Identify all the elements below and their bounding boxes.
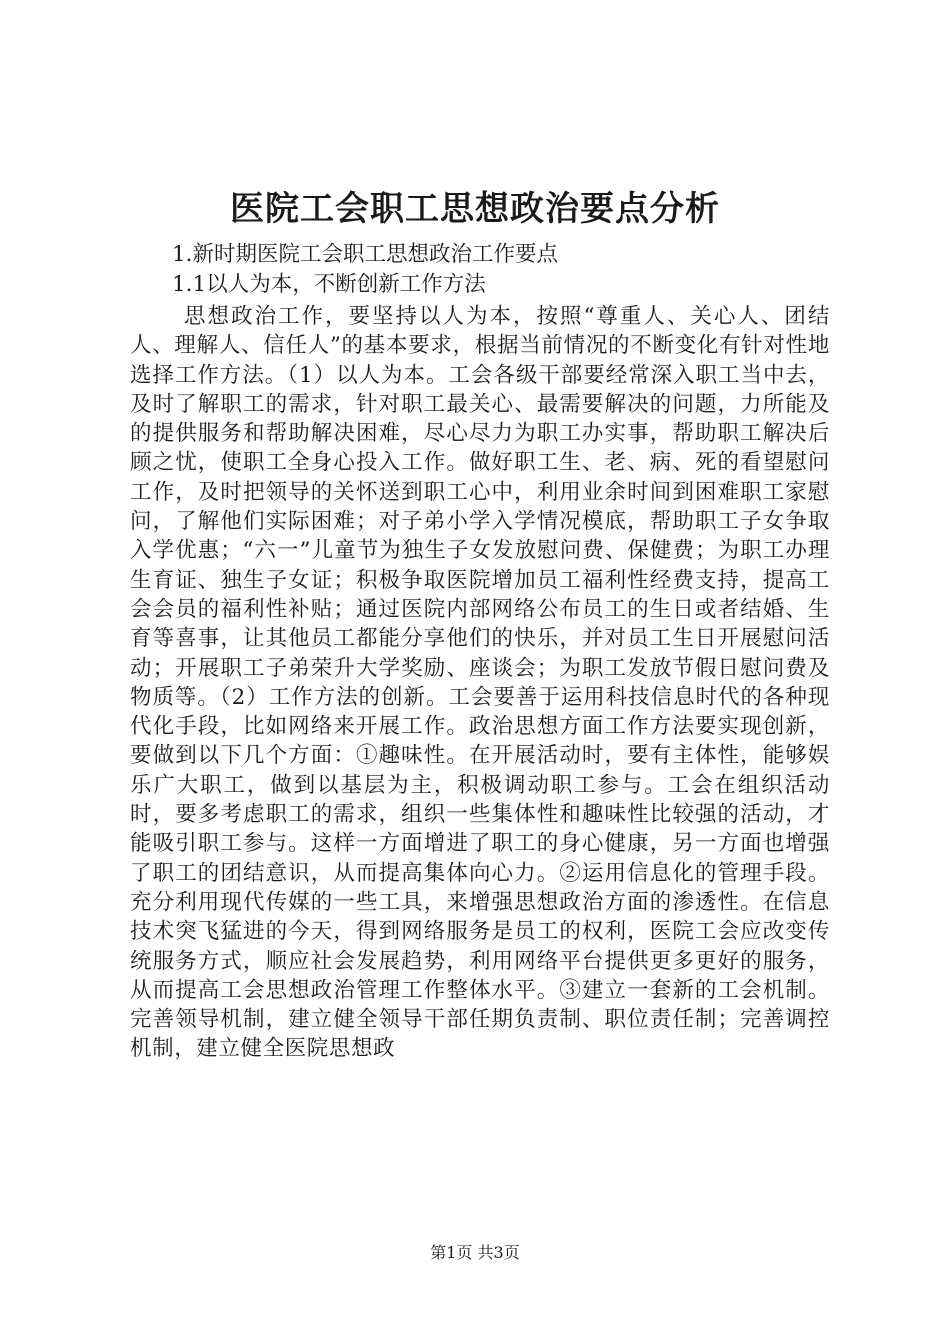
body-paragraph: 思想政治工作，要坚持以人为本，按照“尊重人、关心人、团结人、理解人、信任人”的基本要求，根据当前情况的不断变化有针对性地选择工作方法。（1）以人为本。工会各级干部要经常深入职工当中去，及时了解职工的需求，针对职工最关心、最需要解决的问题，力所能及的提供服务和帮助解决困难，尽心尽力为职工办实事，帮助职工解决后顾之忧，使职工全身心投入工作。做好职工生、老、病、死的看望慰问工作，及时把领导的关怀送到职工心中，利用业余时间到困难职工家慰问，了解他们实际困难；对子弟小学入学情况模底，帮助职工子女争取入学优惠；“六一”儿童节为独生子女发放慰问费、保健费；为职工办理生育证、独生子女证；积极争取医院增加员工福利性经费支持，提高工会会员的福利性补贴；通过医院内部网络公布员工的生日或者结婚、生育等喜事，让其他员工都能分享他们的快乐，并对员工生日开展慰问活动；开展职工子弟荣升大学奖励、座谈会；为职工发放节假日慰问费及物质等。（2）工作方法的创新。工会要善于运用科技信息时代的各种现代化手段，比如网络来开展工作。政治思想方面工作方法要实现创新，要做到以下几个方面：①趣味性。在开展活动时，要有主体性，能够娱乐广大职工，做到以基层为主，积极调动职工参与。工会在组织活动时，要多考虑职工的需求，组织一些集体性和趣味性比较强的活动，才能吸引职工参与。这样一方面增进了职工的身心健康，另一方面也增强了职工的团结意识，从而提高集体向心力。②运用信息化的管理手段。充分利用现代传媒的一些工具，来增强思想政治方面的渗透性。在信息技术突飞猛进的今天，得到网络服务是员工的权利，医院工会应改变传统服务方式，顺应社会发展趋势，利用网络平台提供更多更好的服务，从而提高工会思想政治管理工作整体水平。③建立一套新的工会机制。完善领导机制，建立健全领导干部任期负责制、职位责任制；完善调控机制，建立健全医院思想政 <box>130 304 830 1062</box>
document-title: 医院工会职工思想政治要点分析 <box>230 189 720 229</box>
section-heading: 1.新时期医院工会职工思想政治工作要点 <box>172 242 559 267</box>
page-footer: 第1页 共3页 <box>430 1243 520 1262</box>
subsection-heading: 1.1以人为本，不断创新工作方法 <box>172 272 486 297</box>
